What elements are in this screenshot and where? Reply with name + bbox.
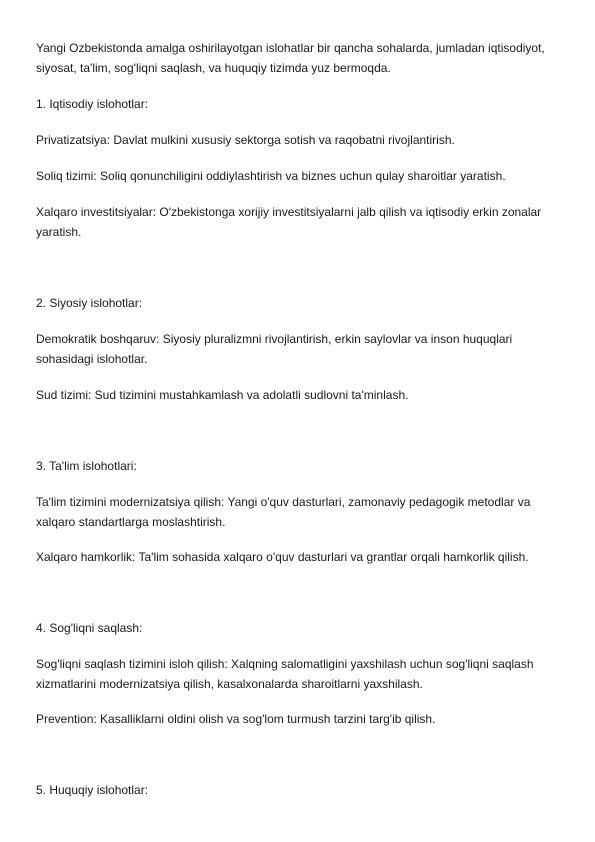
section-heading-healthcare: 4. Sog'liqni saqlash: — [36, 621, 143, 635]
paragraph-democratic-governance: Demokratik boshqaruv: Siyosiy pluralizmni rivojlantirish, erkin saylovlar va inson huquqlari sohasidagi islohotlar. — [36, 332, 513, 366]
section-heading-legal: 5. Huquqiy islohotlar: — [36, 783, 149, 797]
intro-paragraph: Yangi Ozbekistonda amalga oshirilayotgan islohatlar bir qancha sohalarda, jumladan iqtisodiyot, siyosat, ta'lim, sog'liqni saqlash, va huquqiy tizimda yuz bermoqda. — [36, 41, 545, 75]
paragraph-education-modernization: Ta'lim tizimini modernizatsiya qilish: Yangi o'quv dasturlari, zamonaviy pedagogik metodlar va xalqaro standartlarga moslashtirish. — [36, 495, 531, 529]
paragraph-international-investment: Xalqaro investitsiyalar: O'zbekistonga xorijiy investitsiyalarni jalb qilish va iqtisodiy erkin zonalar yaratish. — [36, 205, 542, 239]
section-heading-political: 2. Siyosiy islohotlar: — [36, 296, 143, 310]
paragraph-privatization: Privatizatsiya: Davlat mulkini xususiy sektorga sotish va raqobatni rivojlantirish. — [36, 133, 455, 147]
section-heading-economic: 1. Iqtisodiy islohotlar: — [36, 97, 149, 111]
paragraph-international-cooperation: Xalqaro hamkorlik: Ta'lim sohasida xalqaro o'quv dasturlari va grantlar orqali hamkorlik qilish. — [36, 550, 529, 564]
paragraph-tax-system: Soliq tizimi: Soliq qonunchiligini oddiylashtirish va biznes uchun qulay sharoitlar yaratish. — [36, 169, 506, 183]
paragraph-judicial-system: Sud tizimi: Sud tizimini mustahkamlash va adolatli sudlovni ta'minlash. — [36, 388, 409, 402]
paragraph-healthcare-reform: Sog'liqni saqlash tizimini isloh qilish: Xalqning salomatligini yaxshilash uchun sog'liqni saqlash xizmatlarini modernizatsiya qilish, kasalxonalarda sharoitlarni yaxshilash. — [36, 657, 534, 691]
paragraph-prevention: Prevention: Kasalliklarni oldini olish va sog'lom turmush tarzini targ'ib qilish. — [36, 712, 436, 726]
section-heading-education: 3. Ta'lim islohotlari: — [36, 459, 137, 473]
